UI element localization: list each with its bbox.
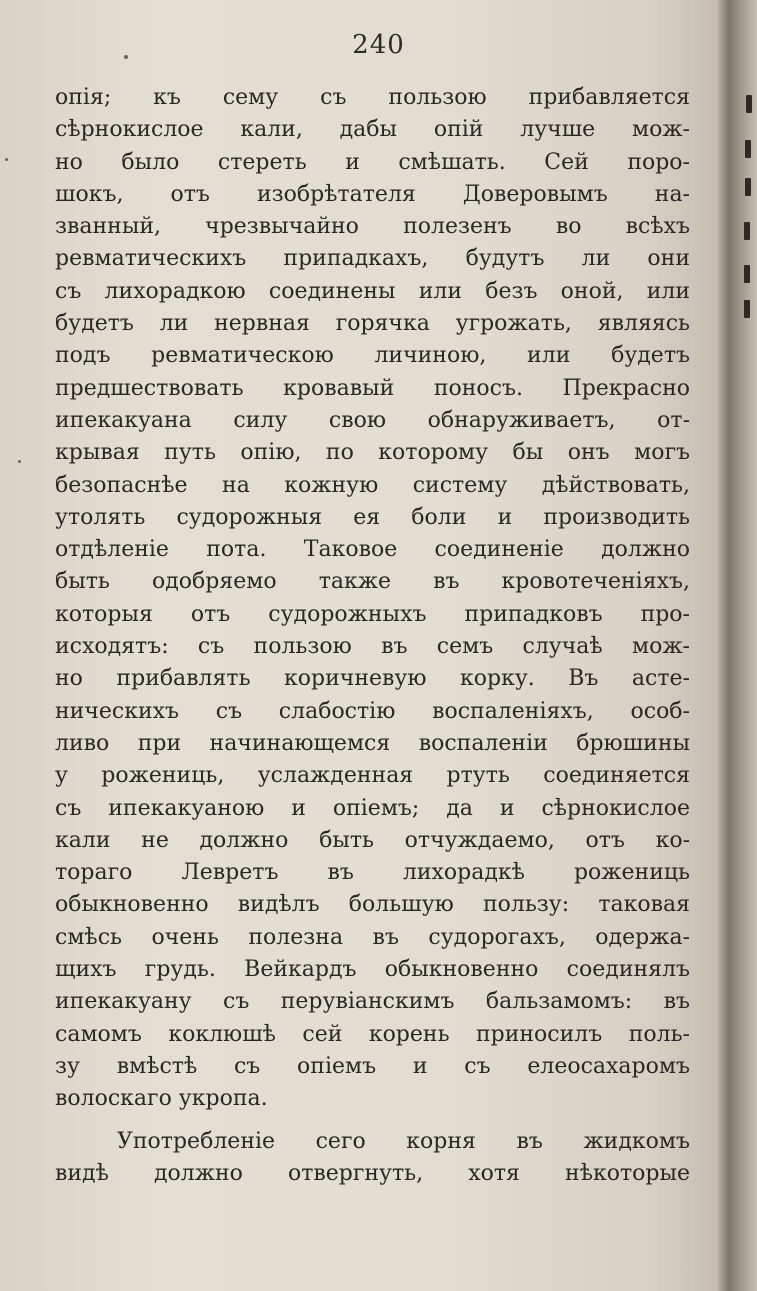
text-line: кали не должно быть отчуждаемо, отъ ко- xyxy=(55,827,690,853)
text-line: ревматическихъ припадкахъ, будутъ ли они xyxy=(55,246,690,272)
text-line: но было стереть и смѣшать. Сей поро- xyxy=(55,149,690,175)
text-line: съ ипекакуаною и опіемъ; да и сѣрнокислое xyxy=(55,795,690,821)
text-line: опія; къ сему съ пользою прибавляется xyxy=(55,85,690,110)
text-line: зу вмѣстѣ съ опіемъ и съ елеосахаромъ xyxy=(55,1053,690,1079)
page-gutter xyxy=(718,0,757,1291)
text-line: ипекакуану съ перувіанскимъ бальзамомъ: въ xyxy=(55,989,690,1015)
text-line: утолять судорожныя ея боли и производить xyxy=(55,504,690,530)
text-line: видѣ должно отвергнуть, хотя нѣкоторые xyxy=(55,1160,690,1186)
text-line: будетъ ли нервная горячка угрожать, являясь xyxy=(55,311,690,337)
facing-page-mark xyxy=(746,95,752,113)
text-line: обыкновенно видѣлъ большую пользу: таковая xyxy=(55,892,690,918)
text-line: ливо при начинающемся воспаленіи брюшины xyxy=(55,730,690,756)
text-line: безопаснѣе на кожную систему дѣйствовать, xyxy=(55,472,690,498)
text-line: крывая путь опію, по которому бы онъ могъ xyxy=(55,440,690,466)
text-line: быть одобряемо также въ кровотеченіяхъ, xyxy=(55,569,690,595)
paragraph-start-line: Употребленіе сего корня въ жидкомъ xyxy=(117,1128,690,1154)
facing-page-mark xyxy=(744,300,750,318)
text-line: званный, чрезвычайно полезенъ во всѣхъ xyxy=(55,214,690,240)
text-line: ническихъ съ слабостію воспаленіяхъ, особ- xyxy=(55,698,690,724)
ink-speck xyxy=(5,158,8,161)
facing-page-mark xyxy=(744,265,750,283)
facing-page-mark xyxy=(744,222,750,240)
text-line: у рожениць, услажденная ртуть соединяется xyxy=(55,763,690,789)
facing-page-mark xyxy=(745,178,751,196)
text-line: съ лихорадкою соединены или безъ оной, или xyxy=(55,278,690,304)
facing-page-mark xyxy=(745,140,751,158)
text-line: подъ ревматическою личиною, или будетъ xyxy=(55,343,690,369)
text-line: щихъ грудь. Вейкардъ обыкновенно соединялъ xyxy=(55,957,690,983)
text-line: которыя отъ судорожныхъ припадковъ про- xyxy=(55,601,690,627)
ink-speck xyxy=(18,460,21,463)
text-line: сѣрнокислое кали, дабы опій лучше мож- xyxy=(55,117,690,143)
text-line: но прибавлять коричневую корку. Въ асте- xyxy=(55,666,690,692)
text-line: волоскаго укропа. xyxy=(55,1086,268,1112)
page-text xyxy=(55,82,690,1190)
text-line: тораго Левретъ въ лихорадкѣ рожениць xyxy=(55,860,690,886)
ink-speck xyxy=(124,55,128,59)
text-line: предшествовать кровавый поносъ. Прекрасно xyxy=(55,375,690,401)
text-line: ипекакуана силу свою обнаруживаетъ, от- xyxy=(55,407,690,433)
text-line: отдѣленіе пота. Таковое соединеніе должно xyxy=(55,537,690,563)
text-line: самомъ коклюшѣ сей корень приносилъ поль- xyxy=(55,1021,690,1047)
text-line: смѣсь очень полезна въ судорогахъ, одержа- xyxy=(55,924,690,950)
text-line: шокъ, отъ изобрѣтателя Доверовымъ на- xyxy=(55,181,690,207)
text-line: исходятъ: съ пользою въ семъ случаѣ мож- xyxy=(55,634,690,660)
page-number: 240 xyxy=(352,30,405,60)
